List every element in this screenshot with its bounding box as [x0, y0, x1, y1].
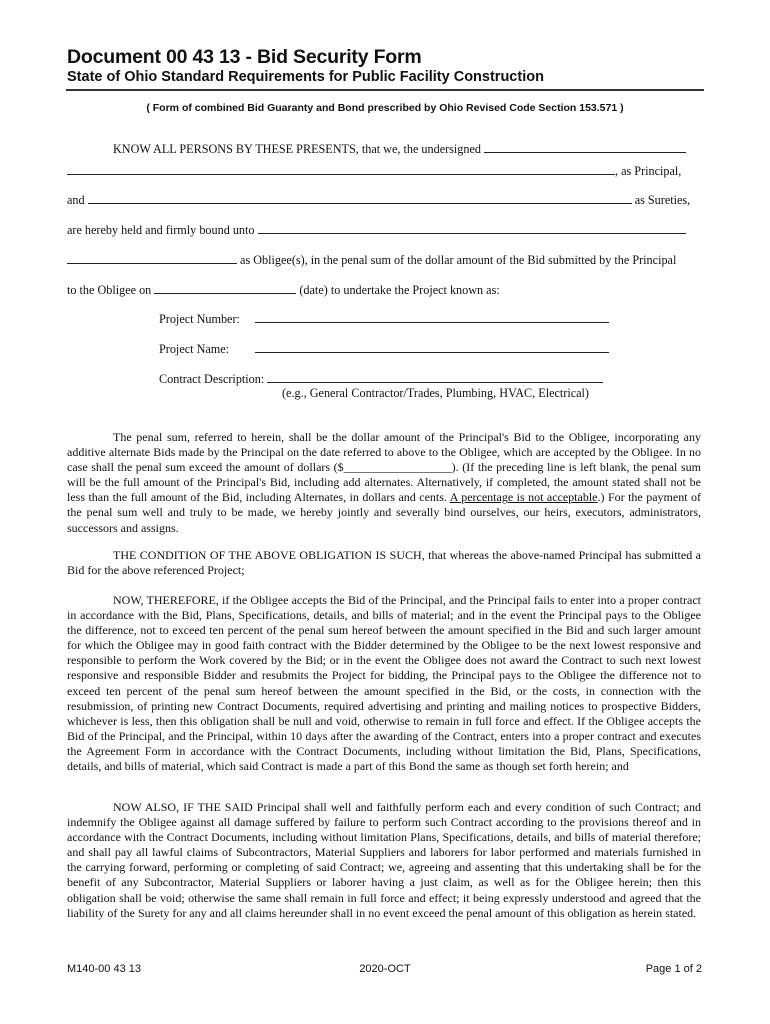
project-number-label: Project Number:	[159, 312, 240, 326]
principal-line	[67, 164, 681, 179]
obligee-text: as Obligee(s), in the penal sum of the dollar amount of the Bid submitted by the Principal	[240, 253, 677, 267]
contract-description-row	[159, 372, 603, 387]
sureties-line	[67, 193, 690, 208]
date-text: (date) to undertake the Project known as:	[299, 283, 500, 297]
contract-description-label: Contract Description:	[159, 372, 265, 386]
project-number-row	[255, 312, 609, 327]
obligee-field-2[interactable]	[67, 253, 237, 264]
to-obligee-label: to the Obligee on	[67, 283, 152, 297]
project-name-row	[255, 342, 609, 357]
obligee-line-1	[67, 223, 686, 238]
penal-sum-text-a: The penal sum, referred to herein, shall be the dollar amount of the Principal's Bid to the Obligee, incorporating any additive alternate Bids made by the Principal on the date referred to above to the Obligee, which are accepted by the Obligee. In no case shall the penal sum exceed the amount of dollars ($__________________). (If the preceding line is left blank, the penal sum will be the full amount of the Principal's Bid, including add alternates. Alternatively, if completed, the amount stated shall not be less than the full amount of the Bid, including Alternates, in dollars and cents.	[67, 430, 701, 505]
condition-paragraph	[67, 548, 701, 578]
now-therefore-text: NOW, THEREFORE, if the Obligee accepts the Bid of the Principal, and the Principal fails to enter into a proper contract in accordance with the Bid, Plans, Specifications, details, and bills of material; and in the event the Principal pays to the Obligee the difference, not to exceed ten percent of the penal sum hereof between the amount specified in the Bid and such larger amount for which the Obligee may in good faith contract with the Bidder determined by the Obligee to be the next lowest responsive and responsible to perform the Work covered by the Bid; or in the event the Obligee does not award the Contract to such next lowest responsive and responsible Bidder and resubmits the Project for bidding, the Principal pays to the Obligee the difference not to exceed ten percent of the penal sum hereof between the amount specified in the Bid, or the costs, in connection with the resubmission, of printing new Contract Documents, required advertising and printing and mailing notices to prospective Bidders, whichever is less, then this obligation shall be null and void, otherwise to remain in full force and effect. If the Obligee accepts the Bid of the Principal, and the Principal, within 10 days after the awarding of the Contract, enters into a proper contract and executes the Agreement Form in accordance with the Contract Documents, including without limitation the Bid, Plans, Specifications, details, and bills of material, which said Contract is made a part of this Bond the same as though set forth herein; and	[67, 593, 701, 774]
know-all-text: KNOW ALL PERSONS BY THESE PRESENTS, that we, the undersigned	[113, 142, 481, 156]
now-also-text: NOW ALSO, IF THE SAID Principal shall well and faithfully perform each and every condition of such Contract; and indemnify the Obligee against all damage suffered by failure to perform such Contract according to the provisions thereof and in accordance with the Contract Documents, including without limitation Plans, Specifications, details, and bills of material therefore; and shall pay all lawful claims of Subcontractors, Material Suppliers and laborers for labor performed and materials furnished in the carrying forward, performing or completing of said Contract; we, agreeing and assenting that this undertaking shall be for the benefit of any Subcontractor, Material Suppliers or laborer having a just claim, as well as for the Obligee herein; then this obligation shall be void; otherwise the same shall remain in full force and effect; it being expressly understood and agreed that the liability of the Surety for any and all claims hereunder shall in no event exceed the penal amount of this obligation as herein stated.	[67, 800, 701, 920]
document-subtitle: State of Ohio Standard Requirements for Public Facility Construction	[67, 69, 544, 85]
sureties-field[interactable]	[88, 193, 632, 204]
obligee-line-2	[67, 253, 676, 268]
header-divider	[66, 89, 704, 91]
sureties-label: as Sureties,	[634, 193, 691, 207]
contract-description-hint: (e.g., General Contractor/Trades, Plumbing, HVAC, Electrical)	[282, 386, 589, 400]
date-line	[67, 283, 500, 298]
undersigned-field[interactable]	[484, 142, 686, 153]
footer-revision: 2020-OCT	[359, 963, 411, 975]
date-field[interactable]	[154, 283, 296, 294]
document-title: Document 00 43 13 - Bid Security Form	[67, 46, 422, 68]
statute-note: ( Form of combined Bid Guaranty and Bond prescribed by Ohio Revised Code Section 153.571 )	[146, 102, 624, 114]
footer-doc-code: M140-00 43 13	[67, 963, 141, 975]
project-name-field[interactable]	[255, 342, 609, 353]
principal-field[interactable]	[67, 164, 615, 175]
held-label: are hereby held and firmly bound unto	[67, 223, 255, 237]
now-also-paragraph	[67, 800, 701, 921]
penal-sum-paragraph	[67, 430, 701, 536]
footer-page-number: Page 1 of 2	[645, 963, 702, 975]
penal-sum-text-b: .) For the payment of the penal sum well and truly to be made, we hereby jointly and severally bind ourselves, our heirs, executors, administrators, successors and assigns.	[67, 490, 701, 535]
project-name-label: Project Name:	[159, 342, 230, 356]
principal-label: , as Principal,	[615, 164, 682, 178]
know-all-line	[113, 142, 686, 157]
percentage-note: A percentage is not acceptable	[449, 490, 598, 505]
and-label: and	[67, 193, 85, 207]
condition-text: THE CONDITION OF THE ABOVE OBLIGATION IS SUCH, that whereas the above-named Principal has submitted a Bid for the above referenced Project;	[67, 548, 701, 578]
now-therefore-paragraph	[67, 593, 701, 774]
project-number-field[interactable]	[255, 312, 609, 323]
contract-description-field[interactable]	[267, 372, 603, 383]
obligee-field-1[interactable]	[258, 223, 686, 234]
